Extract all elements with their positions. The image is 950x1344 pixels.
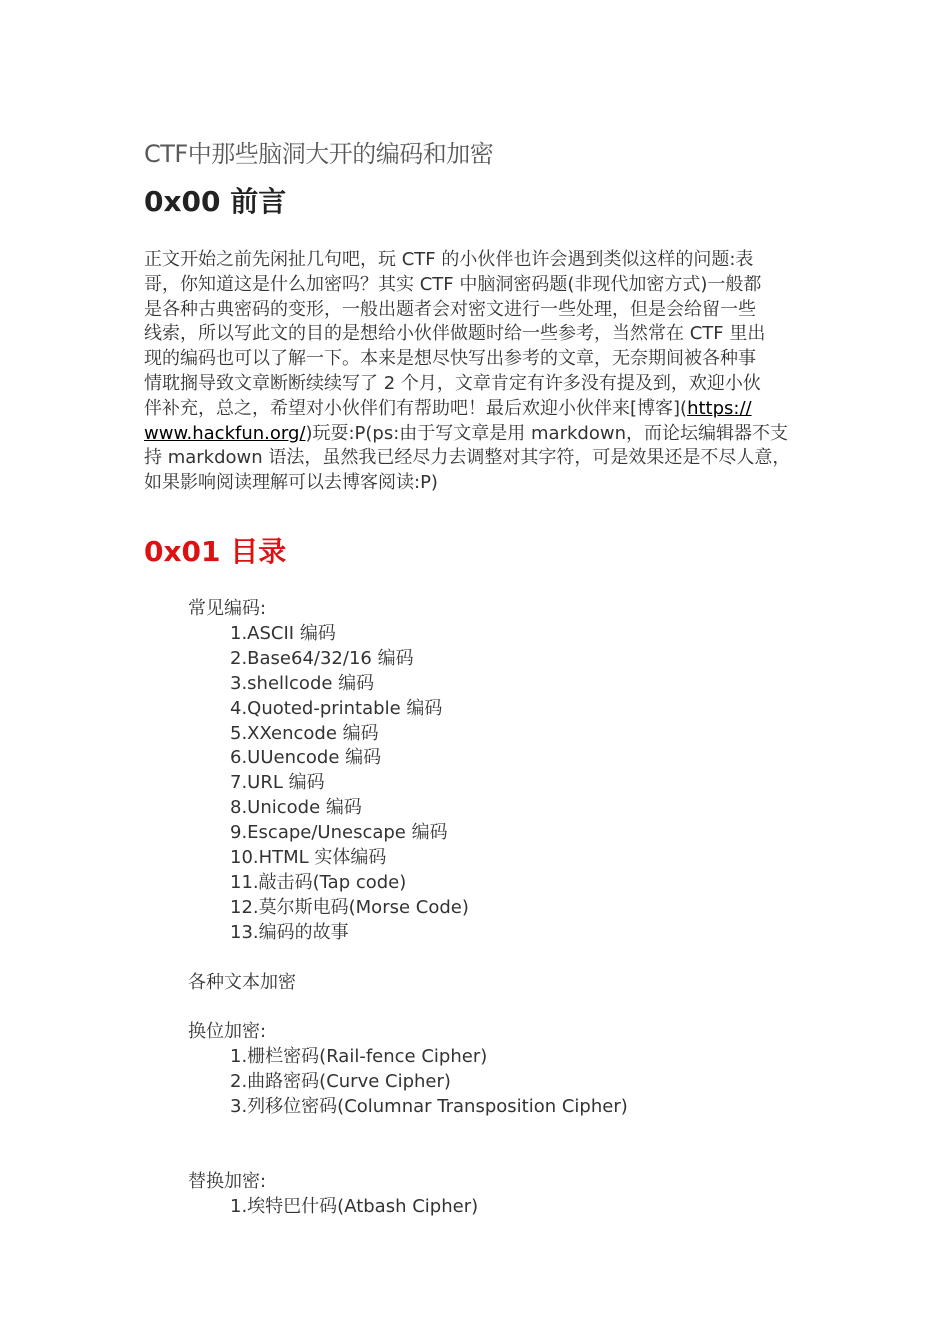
intro-line: 如果影响阅读理解可以去博客阅读:P) <box>144 472 438 494</box>
toc-item: 6.UUencode 编码 <box>230 747 382 769</box>
document-title: CTF中那些脑洞大开的编码和加密 <box>144 140 494 168</box>
toc-item: 12.莫尔斯电码(Morse Code) <box>230 896 469 918</box>
toc-item: 7.URL 编码 <box>230 772 325 794</box>
intro-line: 哥，你知道这是什么加密吗？其实 CTF 中脑洞密码题(非现代加密方式)一般都 <box>144 273 762 295</box>
intro-line: 现的编码也可以了解一下。本来是想尽快写出参考的文章，无奈期间被各种事 <box>144 348 756 370</box>
toc-item: 5.XXencode 编码 <box>230 722 379 744</box>
intro-line-text: 伴补充，总之，希望对小伙伴们有帮助吧！最后欢迎小伙伴来[博客]( <box>144 397 688 419</box>
intro-line: 线索，所以写此文的目的是想给小伙伴做题时给一些参考，当然常在 CTF 里出 <box>144 323 766 345</box>
toc-item: 11.敲击码(Tap code) <box>230 871 407 893</box>
intro-paragraph <box>144 248 812 496</box>
toc-group-transposition: 换位加密: <box>188 1021 267 1043</box>
intro-line: 情耽搁导致文章断断续续写了 2 个月，文章肯定有许多没有提及到，欢迎小伙 <box>144 372 761 394</box>
toc-item: 13.编码的故事 <box>230 921 349 943</box>
intro-line: 持 markdown 语法，虽然我已经尽力去调整对其字符，可是效果还是不尽人意， <box>144 447 791 469</box>
blog-link-part2[interactable]: www.hackfun.org/ <box>144 422 306 444</box>
toc-item: 8.Unicode 编码 <box>230 797 362 819</box>
intro-line-with-link-start <box>144 397 812 422</box>
toc-item: 10.HTML 实体编码 <box>230 847 387 869</box>
spacer <box>188 1145 888 1170</box>
toc-group-common-encoding: 常见编码: <box>188 598 267 619</box>
toc-item: 2.曲路密码(Curve Cipher) <box>230 1071 451 1093</box>
toc-item: 2.Base64/32/16 编码 <box>230 647 414 669</box>
blog-link-part1[interactable]: https:// <box>687 397 752 419</box>
spacer <box>188 995 888 1020</box>
spacer <box>188 946 888 971</box>
toc-item: 1.栅栏密码(Rail-fence Cipher) <box>230 1046 488 1068</box>
intro-line: 是各种古典密码的变形，一般出题者会对密文进行一些处理，但是会给留一些 <box>144 298 756 320</box>
preface-heading: 0x00 前言 <box>144 185 287 218</box>
intro-line: 正文开始之前先闲扯几句吧，玩 CTF 的小伙伴也许会遇到类似这样的问题:表 <box>144 249 754 270</box>
toc-group-text-encryption: 各种文本加密 <box>188 971 296 993</box>
toc-item: 1.埃特巴什码(Atbash Cipher) <box>230 1195 479 1217</box>
intro-line-text: )玩耍:P(ps:由于写文章是用 markdown，而论坛编辑器不支 <box>305 422 788 444</box>
toc-item: 1.ASCII 编码 <box>230 622 336 644</box>
toc-item: 4.Quoted-printable 编码 <box>230 697 443 719</box>
intro-line-with-link-end <box>144 422 812 447</box>
table-of-contents <box>188 597 888 1220</box>
toc-heading: 0x01 目录 <box>144 535 287 568</box>
toc-item: 3.shellcode 编码 <box>230 672 375 694</box>
toc-item: 3.列移位密码(Columnar Transposition Cipher) <box>230 1096 628 1118</box>
toc-group-substitution: 替换加密: <box>188 1170 267 1192</box>
toc-item: 9.Escape/Unescape 编码 <box>230 822 448 844</box>
spacer <box>188 1120 888 1145</box>
